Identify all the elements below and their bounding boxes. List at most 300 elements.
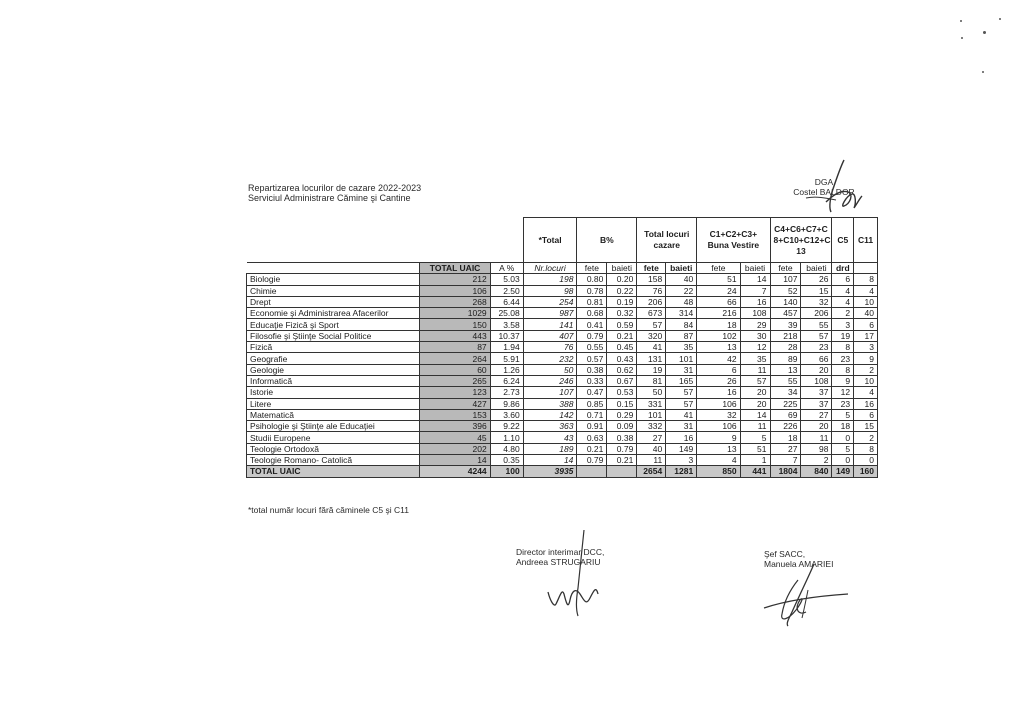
cell-c4-fete: 28 <box>770 342 801 353</box>
cell-tot-fete: 320 <box>637 330 666 341</box>
cell-c1-fete: 13 <box>697 342 740 353</box>
cell-c4-fete: 39 <box>770 319 801 330</box>
cell-tot-fete: 41 <box>637 342 666 353</box>
right-signer-role: Şef SACC, <box>764 549 806 559</box>
sub-baieti: baieti <box>801 263 832 274</box>
sub-baieti: baieti <box>740 263 770 274</box>
cell-tot-baieti: 31 <box>666 421 697 432</box>
cell-tot-baieti: 314 <box>666 308 697 319</box>
cell-c5: 23 <box>832 398 854 409</box>
cell-c1-fete: 102 <box>697 330 740 341</box>
cell-b-fete: 0.91 <box>577 421 607 432</box>
cell-tot-fete: 40 <box>637 443 666 454</box>
cell-faculty: Informatică <box>247 375 420 386</box>
cell-c4-fete: 226 <box>770 421 801 432</box>
sub-blank <box>854 263 878 274</box>
cell-nr-locuri: 198 <box>523 274 577 285</box>
cell-c4-baieti: 2 <box>801 455 832 466</box>
cell-faculty: Studii Europene <box>247 432 420 443</box>
sub-fete: fete <box>697 263 740 274</box>
cell-total-uaic: 443 <box>420 330 490 341</box>
cell-tot-baieti: 40 <box>666 274 697 285</box>
document-subtitle: Serviciul Administrare Cămine şi Cantine <box>248 193 411 203</box>
cell-total-uaic: 150 <box>420 319 490 330</box>
cell-c1-fete: 216 <box>697 308 740 319</box>
cell-tot-baieti: 87 <box>666 330 697 341</box>
cell-c11: 3 <box>854 342 878 353</box>
cell-a-pct: 5.03 <box>490 274 523 285</box>
cell-b-baieti <box>607 466 637 477</box>
sub-fete: fete <box>637 263 666 274</box>
col-c11: C11 <box>854 218 878 263</box>
cell-a-pct: 1.10 <box>490 432 523 443</box>
cell-faculty: Istorie <box>247 387 420 398</box>
cell-a-pct: 9.86 <box>490 398 523 409</box>
scan-speck <box>983 31 986 34</box>
col-c5: C5 <box>832 218 854 263</box>
cell-nr-locuri: 232 <box>523 353 577 364</box>
cell-c1-fete: 6 <box>697 364 740 375</box>
left-signature <box>540 528 610 620</box>
sub-baieti: baieti <box>666 263 697 274</box>
sub-a-pct: A % <box>490 263 523 274</box>
cell-c1-baieti: 5 <box>740 432 770 443</box>
sub-fete: fete <box>577 263 607 274</box>
cell-c1-baieti: 11 <box>740 421 770 432</box>
cell-c4-fete: 69 <box>770 409 801 420</box>
cell-nr-locuri: 98 <box>523 285 577 296</box>
cell-c4-fete: 457 <box>770 308 801 319</box>
cell-c1-fete: 51 <box>697 274 740 285</box>
scan-speck <box>982 71 984 73</box>
cell-nr-locuri: 14 <box>523 455 577 466</box>
cell-faculty: Litere <box>247 398 420 409</box>
cell-c1-baieti: 14 <box>740 274 770 285</box>
cell-c5: 19 <box>832 330 854 341</box>
cell-c4-baieti: 32 <box>801 296 832 307</box>
col-c4-c13: C4+C6+C7+C 8+C10+C12+C 13 <box>770 218 832 263</box>
cell-c1-baieti: 16 <box>740 296 770 307</box>
cell-c11: 160 <box>854 466 878 477</box>
cell-c11: 10 <box>854 375 878 386</box>
table-row <box>247 421 878 432</box>
cell-nr-locuri: 107 <box>523 387 577 398</box>
cell-nr-locuri: 189 <box>523 443 577 454</box>
col-total-locuri: Total locuri cazare <box>637 218 697 263</box>
cell-c1-fete: 106 <box>697 398 740 409</box>
cell-a-pct: 6.44 <box>490 296 523 307</box>
cell-b-fete: 0.38 <box>577 364 607 375</box>
cell-a-pct: 3.58 <box>490 319 523 330</box>
cell-total-uaic: 4244 <box>420 466 490 477</box>
table-row <box>247 342 878 353</box>
cell-c1-baieti: 7 <box>740 285 770 296</box>
cell-tot-baieti: 84 <box>666 319 697 330</box>
cell-c1-fete: 42 <box>697 353 740 364</box>
cell-c4-baieti: 840 <box>801 466 832 477</box>
cell-b-baieti: 0.09 <box>607 421 637 432</box>
table-row <box>247 409 878 420</box>
sub-header-row <box>247 263 878 274</box>
cell-nr-locuri: 43 <box>523 432 577 443</box>
cell-c11: 8 <box>854 443 878 454</box>
right-signature <box>758 560 858 630</box>
cell-b-baieti: 0.15 <box>607 398 637 409</box>
approval-role: DGA <box>814 177 834 187</box>
cell-c5: 149 <box>832 466 854 477</box>
cell-a-pct: 2.73 <box>490 387 523 398</box>
cell-a-pct: 6.24 <box>490 375 523 386</box>
scan-speck <box>999 18 1001 20</box>
total-row <box>247 466 878 477</box>
cell-c5: 5 <box>832 409 854 420</box>
cell-tot-fete: 158 <box>637 274 666 285</box>
cell-c5: 6 <box>832 274 854 285</box>
cell-nr-locuri: 142 <box>523 409 577 420</box>
cell-total-uaic: 153 <box>420 409 490 420</box>
left-signer-name: Andreea STRUGARIU <box>516 557 601 567</box>
cell-faculty: Geografie <box>247 353 420 364</box>
cell-b-fete: 0.55 <box>577 342 607 353</box>
cell-c4-fete: 18 <box>770 432 801 443</box>
cell-c5: 4 <box>832 296 854 307</box>
cell-c5: 4 <box>832 285 854 296</box>
cell-tot-fete: 101 <box>637 409 666 420</box>
col-total: *Total <box>523 218 577 263</box>
cell-faculty: TOTAL UAIC <box>247 466 420 477</box>
cell-total-uaic: 106 <box>420 285 490 296</box>
table-row <box>247 285 878 296</box>
table-row <box>247 353 878 364</box>
cell-c11: 15 <box>854 421 878 432</box>
document-header <box>248 183 421 203</box>
cell-c1-baieti: 20 <box>740 398 770 409</box>
cell-c11: 6 <box>854 319 878 330</box>
cell-c4-fete: 13 <box>770 364 801 375</box>
cell-nr-locuri: 363 <box>523 421 577 432</box>
cell-tot-baieti: 41 <box>666 409 697 420</box>
cell-b-baieti: 0.19 <box>607 296 637 307</box>
cell-tot-fete: 50 <box>637 387 666 398</box>
cell-b-fete: 0.79 <box>577 455 607 466</box>
cell-tot-baieti: 1281 <box>666 466 697 477</box>
cell-c1-baieti: 57 <box>740 375 770 386</box>
cell-tot-baieti: 22 <box>666 285 697 296</box>
cell-b-fete: 0.71 <box>577 409 607 420</box>
cell-b-fete: 0.78 <box>577 285 607 296</box>
blank-cell <box>247 263 420 274</box>
col-c1-c3: C1+C2+C3+ Buna Vestire <box>697 218 770 263</box>
cell-c11: 2 <box>854 432 878 443</box>
cell-c4-baieti: 57 <box>801 330 832 341</box>
cell-b-baieti: 0.43 <box>607 353 637 364</box>
cell-b-baieti: 0.21 <box>607 455 637 466</box>
cell-c1-fete: 4 <box>697 455 740 466</box>
group-header-row <box>247 218 878 263</box>
cell-c11: 4 <box>854 387 878 398</box>
cell-b-baieti: 0.67 <box>607 375 637 386</box>
table-row <box>247 432 878 443</box>
cell-b-baieti: 0.21 <box>607 330 637 341</box>
cell-c4-fete: 7 <box>770 455 801 466</box>
cell-tot-baieti: 149 <box>666 443 697 454</box>
cell-c4-fete: 34 <box>770 387 801 398</box>
cell-c4-baieti: 26 <box>801 274 832 285</box>
cell-total-uaic: 87 <box>420 342 490 353</box>
cell-c5: 0 <box>832 432 854 443</box>
cell-total-uaic: 396 <box>420 421 490 432</box>
cell-c1-baieti: 108 <box>740 308 770 319</box>
cell-tot-baieti: 101 <box>666 353 697 364</box>
scan-speck <box>960 20 962 22</box>
cell-tot-fete: 131 <box>637 353 666 364</box>
sub-drd: drd <box>832 263 854 274</box>
table-row <box>247 274 878 285</box>
sub-baieti: baieti <box>607 263 637 274</box>
cell-total-uaic: 268 <box>420 296 490 307</box>
cell-tot-baieti: 57 <box>666 387 697 398</box>
cell-tot-fete: 57 <box>637 319 666 330</box>
cell-c5: 0 <box>832 455 854 466</box>
cell-tot-baieti: 16 <box>666 432 697 443</box>
cell-nr-locuri: 254 <box>523 296 577 307</box>
cell-c1-fete: 24 <box>697 285 740 296</box>
cell-a-pct: 10.37 <box>490 330 523 341</box>
cell-c4-fete: 27 <box>770 443 801 454</box>
cell-b-fete: 0.47 <box>577 387 607 398</box>
cell-c4-fete: 89 <box>770 353 801 364</box>
table-row <box>247 387 878 398</box>
cell-tot-fete: 2654 <box>637 466 666 477</box>
right-signer-name: Manuela AMARIEI <box>764 559 834 569</box>
cell-c11: 0 <box>854 455 878 466</box>
cell-a-pct: 5.91 <box>490 353 523 364</box>
cell-tot-baieti: 31 <box>666 364 697 375</box>
cell-b-baieti: 0.22 <box>607 285 637 296</box>
cell-c1-fete: 9 <box>697 432 740 443</box>
cell-c4-baieti: 20 <box>801 364 832 375</box>
cell-faculty: Fizică <box>247 342 420 353</box>
cell-c4-fete: 107 <box>770 274 801 285</box>
table-row <box>247 443 878 454</box>
left-signer-role: Director interimar DCC, <box>516 547 605 557</box>
cell-total-uaic: 264 <box>420 353 490 364</box>
table-row <box>247 296 878 307</box>
col-b-percent: B% <box>577 218 637 263</box>
cell-c4-baieti: 15 <box>801 285 832 296</box>
cell-c4-fete: 1804 <box>770 466 801 477</box>
cell-c1-baieti: 35 <box>740 353 770 364</box>
cell-c1-fete: 18 <box>697 319 740 330</box>
scan-speck <box>961 37 963 39</box>
cell-tot-baieti: 3 <box>666 455 697 466</box>
cell-tot-fete: 81 <box>637 375 666 386</box>
cell-c1-baieti: 29 <box>740 319 770 330</box>
cell-total-uaic: 1029 <box>420 308 490 319</box>
cell-tot-baieti: 48 <box>666 296 697 307</box>
cell-b-fete: 0.57 <box>577 353 607 364</box>
cell-c1-baieti: 30 <box>740 330 770 341</box>
cell-c11: 40 <box>854 308 878 319</box>
cell-a-pct: 1.94 <box>490 342 523 353</box>
cell-a-pct: 3.60 <box>490 409 523 420</box>
cell-c5: 5 <box>832 443 854 454</box>
cell-faculty: Biologie <box>247 274 420 285</box>
accommodation-table <box>246 217 878 478</box>
cell-total-uaic: 45 <box>420 432 490 443</box>
cell-c4-fete: 52 <box>770 285 801 296</box>
sub-total-uaic: TOTAL UAIC <box>420 263 490 274</box>
cell-tot-fete: 27 <box>637 432 666 443</box>
cell-a-pct: 100 <box>490 466 523 477</box>
table-body <box>247 274 878 477</box>
cell-b-baieti: 0.20 <box>607 274 637 285</box>
cell-b-fete: 0.85 <box>577 398 607 409</box>
cell-c11: 4 <box>854 285 878 296</box>
cell-faculty: Matematică <box>247 409 420 420</box>
cell-c5: 2 <box>832 308 854 319</box>
cell-b-fete: 0.33 <box>577 375 607 386</box>
cell-total-uaic: 14 <box>420 455 490 466</box>
cell-c4-fete: 225 <box>770 398 801 409</box>
table-row <box>247 455 878 466</box>
cell-c4-fete: 218 <box>770 330 801 341</box>
cell-c1-baieti: 12 <box>740 342 770 353</box>
cell-nr-locuri: 50 <box>523 364 577 375</box>
cell-tot-fete: 331 <box>637 398 666 409</box>
cell-nr-locuri: 76 <box>523 342 577 353</box>
table-row <box>247 398 878 409</box>
cell-c5: 23 <box>832 353 854 364</box>
cell-c1-fete: 106 <box>697 421 740 432</box>
cell-nr-locuri: 3935 <box>523 466 577 477</box>
cell-nr-locuri: 141 <box>523 319 577 330</box>
cell-tot-baieti: 57 <box>666 398 697 409</box>
cell-faculty: Filosofie şi Ştiinţe Social Politice <box>247 330 420 341</box>
cell-c4-baieti: 55 <box>801 319 832 330</box>
sub-nr-locuri: Nr.locuri <box>523 263 577 274</box>
cell-c5: 9 <box>832 375 854 386</box>
cell-b-fete: 0.21 <box>577 443 607 454</box>
cell-c11: 16 <box>854 398 878 409</box>
cell-b-fete: 0.79 <box>577 330 607 341</box>
dga-signature <box>796 158 866 216</box>
cell-c4-fete: 140 <box>770 296 801 307</box>
cell-c5: 3 <box>832 319 854 330</box>
cell-nr-locuri: 388 <box>523 398 577 409</box>
cell-c1-fete: 66 <box>697 296 740 307</box>
cell-a-pct: 9.22 <box>490 421 523 432</box>
cell-c1-baieti: 1 <box>740 455 770 466</box>
cell-c4-baieti: 108 <box>801 375 832 386</box>
cell-c11: 9 <box>854 353 878 364</box>
cell-c4-baieti: 37 <box>801 387 832 398</box>
cell-b-baieti: 0.29 <box>607 409 637 420</box>
cell-c4-baieti: 66 <box>801 353 832 364</box>
cell-total-uaic: 212 <box>420 274 490 285</box>
cell-c11: 6 <box>854 409 878 420</box>
cell-tot-baieti: 165 <box>666 375 697 386</box>
cell-c11: 2 <box>854 364 878 375</box>
cell-faculty: Drept <box>247 296 420 307</box>
cell-b-baieti: 0.59 <box>607 319 637 330</box>
cell-faculty: Chimie <box>247 285 420 296</box>
cell-c4-baieti: 11 <box>801 432 832 443</box>
cell-b-baieti: 0.45 <box>607 342 637 353</box>
cell-c1-baieti: 11 <box>740 364 770 375</box>
cell-c5: 8 <box>832 342 854 353</box>
cell-tot-fete: 11 <box>637 455 666 466</box>
cell-c1-baieti: 51 <box>740 443 770 454</box>
cell-c1-baieti: 14 <box>740 409 770 420</box>
cell-b-baieti: 0.53 <box>607 387 637 398</box>
cell-c4-baieti: 98 <box>801 443 832 454</box>
cell-a-pct: 4.80 <box>490 443 523 454</box>
cell-tot-fete: 332 <box>637 421 666 432</box>
cell-c5: 12 <box>832 387 854 398</box>
cell-c1-fete: 26 <box>697 375 740 386</box>
cell-c11: 17 <box>854 330 878 341</box>
blank-corner <box>247 218 524 263</box>
cell-a-pct: 1.26 <box>490 364 523 375</box>
table-row <box>247 375 878 386</box>
cell-b-fete: 0.63 <box>577 432 607 443</box>
cell-c1-fete: 32 <box>697 409 740 420</box>
cell-total-uaic: 202 <box>420 443 490 454</box>
cell-faculty: Teologie Ortodoxă <box>247 443 420 454</box>
cell-faculty: Psihologie şi Ştiinţe ale Educaţiei <box>247 421 420 432</box>
cell-tot-baieti: 35 <box>666 342 697 353</box>
cell-b-baieti: 0.62 <box>607 364 637 375</box>
cell-c4-baieti: 23 <box>801 342 832 353</box>
cell-tot-fete: 19 <box>637 364 666 375</box>
cell-c1-fete: 850 <box>697 466 740 477</box>
cell-c11: 10 <box>854 296 878 307</box>
cell-faculty: Geologie <box>247 364 420 375</box>
table-row <box>247 330 878 341</box>
cell-total-uaic: 427 <box>420 398 490 409</box>
cell-a-pct: 25.08 <box>490 308 523 319</box>
cell-b-fete: 0.81 <box>577 296 607 307</box>
cell-total-uaic: 265 <box>420 375 490 386</box>
cell-faculty: Teologie Romano- Catolică <box>247 455 420 466</box>
cell-total-uaic: 60 <box>420 364 490 375</box>
cell-c5: 18 <box>832 421 854 432</box>
cell-c4-fete: 55 <box>770 375 801 386</box>
approval-name: Costel BALDOR <box>793 187 855 197</box>
cell-faculty: Economie şi Administrarea Afacerilor <box>247 308 420 319</box>
cell-tot-fete: 76 <box>637 285 666 296</box>
table-row <box>247 364 878 375</box>
cell-faculty: Educaţie Fizică şi Sport <box>247 319 420 330</box>
cell-c4-baieti: 27 <box>801 409 832 420</box>
cell-c1-fete: 13 <box>697 443 740 454</box>
cell-a-pct: 2.50 <box>490 285 523 296</box>
cell-c4-baieti: 37 <box>801 398 832 409</box>
cell-tot-fete: 206 <box>637 296 666 307</box>
cell-b-fete: 0.68 <box>577 308 607 319</box>
cell-c4-baieti: 206 <box>801 308 832 319</box>
cell-total-uaic: 123 <box>420 387 490 398</box>
cell-a-pct: 0.35 <box>490 455 523 466</box>
cell-c5: 8 <box>832 364 854 375</box>
document-title: Repartizarea locurilor de cazare 2022-2023 <box>248 183 422 193</box>
cell-c1-baieti: 441 <box>740 466 770 477</box>
cell-c1-baieti: 20 <box>740 387 770 398</box>
sub-fete: fete <box>770 263 801 274</box>
cell-c1-fete: 16 <box>697 387 740 398</box>
cell-b-fete <box>577 466 607 477</box>
